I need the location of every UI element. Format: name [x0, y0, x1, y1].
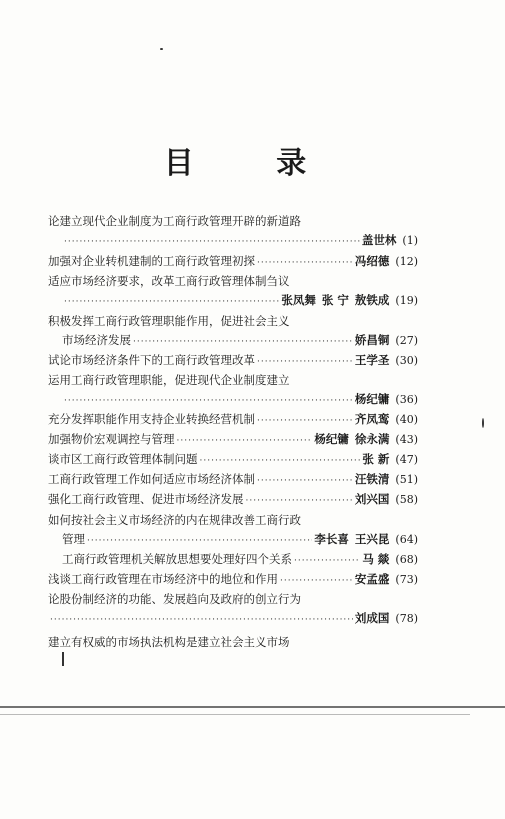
- toc-page: (47): [395, 453, 418, 466]
- toc-author: 敖铁成: [354, 293, 390, 307]
- toc-line: [48, 471, 418, 489]
- dot-leader: [64, 237, 360, 247]
- toc-line: [62, 551, 418, 569]
- toc-author: 王兴昆: [354, 532, 390, 546]
- toc-author: 汪铁清: [354, 472, 390, 486]
- toc-title: 试论市场经济条件下的工商行政管理改革: [48, 353, 255, 367]
- dot-leader: [257, 476, 353, 486]
- dot-leader: [50, 615, 353, 625]
- dot-leader: [294, 556, 360, 566]
- dot-leader: [257, 258, 353, 268]
- toc-author: 刘兴国: [354, 492, 390, 506]
- toc-page: (30): [395, 354, 418, 367]
- toc-page: (51): [395, 473, 418, 486]
- dot-leader: [257, 357, 353, 367]
- dot-leader: [133, 337, 353, 347]
- toc-line: [62, 332, 418, 350]
- toc-title: 积极发挥工商行政管理职能作用，促进社会主义: [48, 314, 290, 328]
- toc-author: 王学圣: [354, 353, 390, 367]
- toc-author: 张凤舞: [281, 293, 316, 307]
- toc-page: (78): [395, 612, 418, 625]
- toc-page: (27): [395, 334, 418, 347]
- toc-page: (40): [395, 413, 418, 426]
- dot-leader: [64, 396, 353, 406]
- toc-author: 李长喜: [314, 532, 349, 546]
- toc-title: 加强物价宏观调控与管理: [48, 432, 175, 446]
- toc-line: [48, 491, 418, 509]
- toc-line: [62, 232, 418, 250]
- toc-line: [48, 213, 418, 231]
- toc-author: 冯绍德: [354, 254, 390, 268]
- toc-line: [48, 571, 418, 589]
- toc-line: [48, 610, 418, 628]
- toc-line: [48, 591, 418, 609]
- toc-page: (68): [395, 553, 418, 566]
- page-title: 目 录: [163, 146, 343, 181]
- dot-leader: [257, 416, 353, 426]
- toc-author: 张 新: [362, 452, 390, 466]
- page-edge-line: [0, 706, 505, 708]
- toc-title: 充分发挥职能作用支持企业转换经营机制: [48, 412, 255, 426]
- toc-page: (36): [395, 393, 418, 406]
- toc-page: (64): [395, 533, 418, 546]
- toc-page: (1): [402, 234, 418, 247]
- dot-leader: [64, 297, 279, 307]
- toc-title: 论股份制经济的功能、发展趋向及政府的创立行为: [48, 592, 301, 606]
- toc-title: 建立有权威的市场执法机构是建立社会主义市场: [48, 635, 290, 649]
- toc-author: 杨纪镛: [354, 392, 390, 406]
- scan-mark: [62, 652, 64, 666]
- scan-speck: [160, 48, 163, 50]
- dot-leader: [280, 576, 353, 586]
- toc-title: 如何按社会主义市场经济的内在规律改善工商行政: [48, 513, 301, 527]
- dot-leader: [177, 436, 313, 446]
- toc-author: 张 宁: [321, 293, 349, 307]
- dot-leader: [246, 496, 353, 506]
- toc-line: [48, 352, 418, 370]
- toc-line: [62, 292, 418, 310]
- toc-title: 运用工商行政管理职能，促进现代企业制度建立: [48, 373, 290, 387]
- toc-author: 杨纪镛: [314, 432, 349, 446]
- toc-page: (19): [395, 294, 418, 307]
- toc-line: [48, 451, 418, 469]
- dot-leader: [87, 536, 312, 546]
- toc-author: 安孟盛: [354, 572, 390, 586]
- scan-speck: [482, 418, 484, 428]
- toc-title: 适应市场经济要求，改革工商行政管理体制刍议: [48, 274, 290, 288]
- toc-title: 工商行政管理机关解放思想要处理好四个关系: [62, 552, 292, 566]
- toc-line: [48, 253, 418, 271]
- toc-title: 市场经济发展: [62, 333, 131, 347]
- toc-line: [48, 634, 418, 652]
- toc-page: (43): [395, 433, 418, 446]
- page-edge-line: [0, 714, 470, 715]
- dot-leader: [200, 456, 361, 466]
- toc-line: [48, 512, 418, 530]
- toc-line: [62, 391, 418, 409]
- toc-page: (12): [395, 255, 418, 268]
- toc-title: 强化工商行政管理、促进市场经济发展: [48, 492, 244, 506]
- toc-page: (58): [395, 493, 418, 506]
- toc-title: 浅谈工商行政管理在市场经济中的地位和作用: [48, 572, 278, 586]
- toc-author: 齐凤鸾: [354, 412, 390, 426]
- toc-line: [48, 431, 418, 449]
- toc-line: [62, 531, 418, 549]
- toc-line: [48, 372, 418, 390]
- toc-title: 谈市区工商行政管理体制问题: [48, 452, 198, 466]
- toc-author: 徐永满: [354, 432, 390, 446]
- toc-author: 马 燚: [362, 552, 390, 566]
- toc-line: [48, 411, 418, 429]
- toc-page: (73): [395, 573, 418, 586]
- toc-title: 管理: [62, 532, 85, 546]
- toc-author: 刘成国: [354, 611, 390, 625]
- toc-author: 盖世林: [361, 233, 397, 247]
- toc-title: 加强对企业转机建制的工商行政管理初探: [48, 254, 255, 268]
- toc-author: 娇昌铜: [354, 333, 390, 347]
- toc-line: [48, 273, 418, 291]
- toc-title: 工商行政管理工作如何适应市场经济体制: [48, 472, 255, 486]
- toc-line: [48, 313, 418, 331]
- toc-title: 论建立现代企业制度为工商行政管理开辟的新道路: [48, 214, 301, 228]
